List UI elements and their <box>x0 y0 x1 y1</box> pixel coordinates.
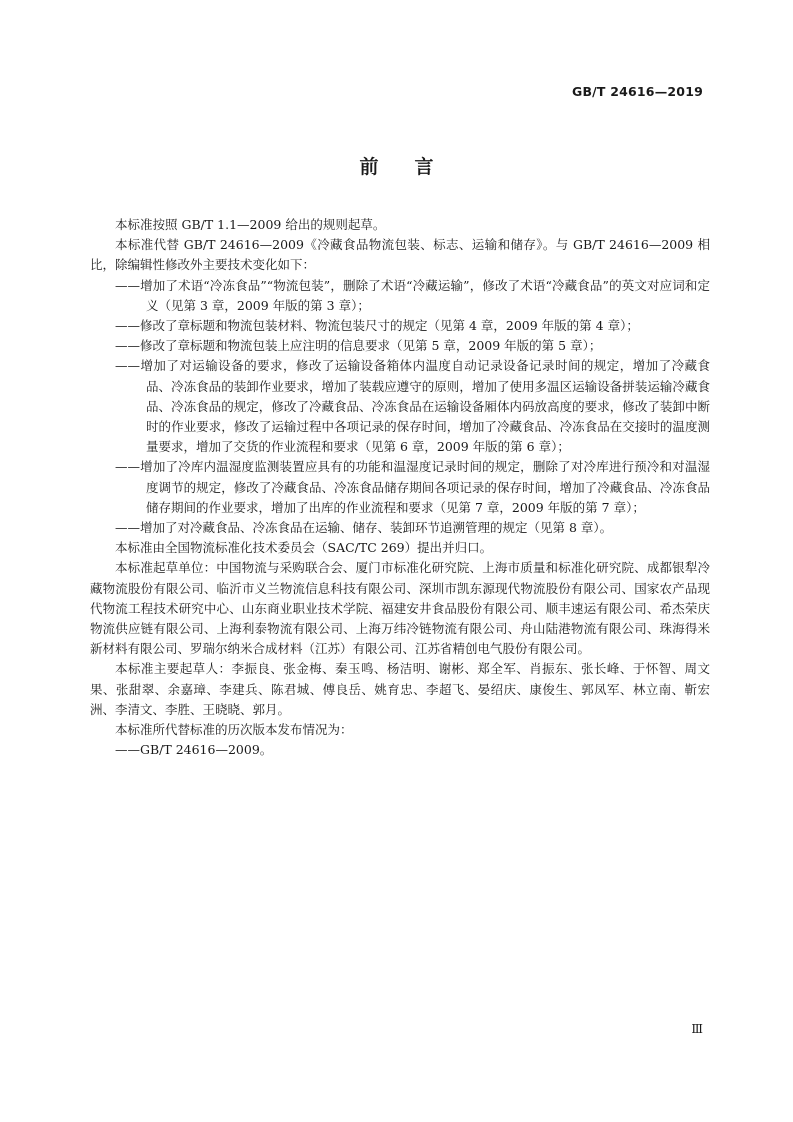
change-item: ——增加了对冷藏食品、冷冻食品在运输、储存、装卸环节追溯管理的规定（见第 8 章）。 <box>115 520 613 536</box>
page-title: 前言 <box>359 156 470 178</box>
paragraph-proposer: 本标准由全国物流标准化技术委员会（SAC/TC 269）提出并归口。 <box>115 540 493 556</box>
change-item: ——增加了术语“冷冻食品”“物流包装”，删除了术语“冷藏运输”，修改了术语“冷藏食品”的英文对应词和定义（见第 3 章，2009 年版的第 3 章）； <box>115 277 710 313</box>
page-number: Ⅲ <box>691 1022 703 1036</box>
history-item: ——GB/T 24616—2009。 <box>115 742 273 758</box>
paragraph-replacement: 本标准代替 GB/T 24616—2009《冷藏食品物流包装、标志、运输和储存》。与 GB/T 24616—2009 相比，除编辑性修改外主要技术变化如下： <box>90 237 710 273</box>
paragraph-drafters: 本标准主要起草人：李振良、张金梅、秦玉鸣、杨洁明、谢彬、郑全军、肖振东、张长峰、于怀智、周文果、张甜翠、余嘉璋、李建兵、陈君城、傅良岳、姚育忠、李超飞、晏绍庆、康俊生、郭凤军、林立南、靳宏洲、李清文、李胜、王晓晓、郭月。 <box>90 661 710 717</box>
standard-number: GB/T 24616—2019 <box>571 84 703 99</box>
document-body <box>90 215 710 760</box>
paragraph-drafting-rule: 本标准按照 GB/T 1.1—2009 给出的规则起草。 <box>115 217 386 232</box>
paragraph-drafting-units: 本标准起草单位：中国物流与采购联合会、厦门市标准化研究院、上海市质量和标准化研究院、成都银犁冷藏物流股份有限公司、临沂市义兰物流信息科技有限公司、深圳市凯东源现代物流股份有限公司、国家农产品现代物流工程技术研究中心、山东商业职业技术学院、福建安井食品股份有限公司、顺丰速运有限公司、希杰荣庆物流供应链有限公司、上海利泰物流有限公司、上海万纬冷链物流有限公司、舟山陆港物流有限公司、珠海得米新材料有限公司、罗瑞尔纳米合成材料（江苏）有限公司、江苏省精创电气股份有限公司。 <box>90 560 710 657</box>
change-item: ——增加了冷库内温湿度监测装置应具有的功能和温湿度记录时间的规定，删除了对冷库进行预冷和对温湿度调节的规定，修改了冷藏食品、冷冻食品储存期间各项记录的保存时间，增加了冷藏食品、冷冻食品储存期间的作业要求，增加了出库的作业流程和要求（见第 7 章，2009 年版的第 7 章）； <box>115 459 710 515</box>
paragraph-history-intro: 本标准所代替标准的历次版本发布情况为： <box>115 722 353 738</box>
change-item: ——增加了对运输设备的要求，修改了运输设备箱体内温度自动记录设备记录时间的规定，增加了冷藏食品、冷冻食品的装卸作业要求，增加了装载应遵守的原则，增加了使用多温区运输设备拼装运输冷藏食品、冷冻食品的规定，修改了冷藏食品、冷冻食品在运输设备厢体内码放高度的要求，修改了装卸中断时的作业要求，修改了运输过程中各项记录的保存时间，增加了冷藏食品、冷冻食品在交接时的温度测量要求，增加了交货的作业流程和要求（见第 6 章，2009 年版的第 6 章）； <box>115 358 710 455</box>
change-item: ——修改了章标题和物流包装材料、物流包装尺寸的规定（见第 4 章，2009 年版的第 4 章）； <box>115 318 639 334</box>
change-item: ——修改了章标题和物流包装上应注明的信息要求（见第 5 章，2009 年版的第 5 章）； <box>115 338 602 354</box>
